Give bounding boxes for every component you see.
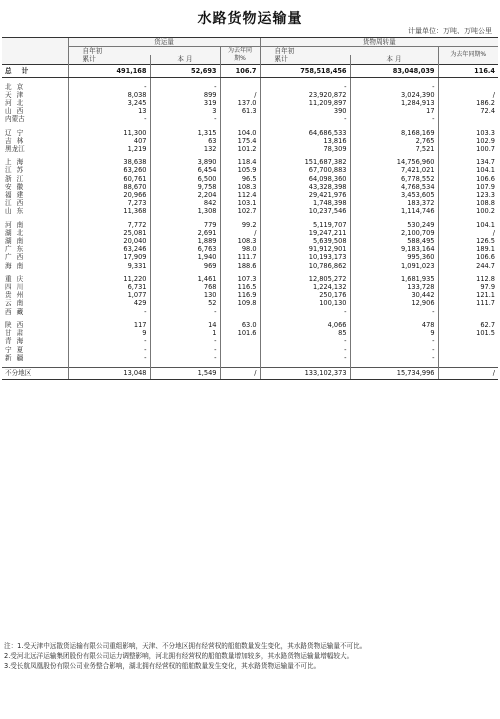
freight-yoy: 101.2 [220, 145, 260, 153]
freight-yoy: 102.7 [220, 207, 260, 215]
freight-month: 319 [150, 99, 220, 107]
freight-month: 2,691 [150, 229, 220, 237]
region-name: 辽宁 [5, 128, 29, 137]
region-name: 江苏 [5, 166, 29, 175]
turnover-cumulative: - [260, 346, 350, 354]
turnover-cumulative: 390 [260, 107, 350, 115]
turnover-yoy: 104.1 [438, 166, 498, 174]
freight-month: 1,315 [150, 129, 220, 137]
turnover-month: 7,421,021 [350, 166, 438, 174]
freight-cumulative: 3,245 [68, 99, 150, 107]
turnover-month: 1,091,023 [350, 262, 438, 270]
freight-cumulative: 1,077 [68, 291, 150, 299]
region-name: 湖南 [5, 237, 29, 246]
freight-cumulative: 20,040 [68, 237, 150, 245]
table-row [2, 299, 498, 307]
table-row [2, 207, 498, 215]
page-title: 水路货物运输量 [197, 11, 303, 27]
turnover-month: 9 [350, 329, 438, 337]
turnover-month: 1,681,935 [350, 275, 438, 283]
table-row [2, 99, 498, 107]
footnote: 注：1.受天津中远散货运输有限公司重组影响，天津、不分地区拥有经营权的船舶数量发生变化，其水路货物运输量不可比。 [4, 642, 367, 650]
turnover-month: 30,442 [350, 291, 438, 299]
turnover-month: 3,453,605 [350, 191, 438, 199]
turnover-month: 1,114,746 [350, 207, 438, 215]
region-name: 贵州 [5, 291, 29, 300]
turnover-month: 15,734,996 [350, 367, 438, 379]
turnover-yoy [438, 354, 498, 362]
freight-cumulative: 88,670 [68, 183, 150, 191]
freight-yoy: / [220, 367, 260, 379]
turnover-header: 货物周转量 [260, 38, 498, 47]
table-row [2, 129, 498, 137]
region-name: 总计 [2, 64, 68, 77]
turnover-month: 7,521 [350, 145, 438, 153]
region-name: 江西 [5, 199, 29, 208]
turnover-cumulative: 1,748,398 [260, 199, 350, 207]
freight-yoy: 188.6 [220, 262, 260, 270]
turnover-yoy: 121.1 [438, 291, 498, 299]
freight-yoy: 109.8 [220, 299, 260, 307]
freight-cumulative: - [68, 115, 150, 123]
freight-month: 63 [150, 137, 220, 145]
turnover-cumulative: 64,098,360 [260, 175, 350, 183]
freight-month: 1,461 [150, 275, 220, 283]
region-name: 河南 [5, 220, 29, 229]
region-name: 广东 [5, 245, 29, 254]
region-name: 湖北 [5, 228, 29, 237]
turnover-month: 133,728 [350, 283, 438, 291]
region-name: 山东 [5, 207, 29, 216]
turnover-month: 17 [350, 107, 438, 115]
freight-month: 52 [150, 299, 220, 307]
turnover-yoy [438, 337, 498, 345]
freight-yoy: 111.7 [220, 253, 260, 261]
freight-cumulative: 63,260 [68, 166, 150, 174]
freight-yoy: 61.3 [220, 107, 260, 115]
turnover-month: 183,372 [350, 199, 438, 207]
freight-cumulative: 9 [68, 329, 150, 337]
table-row [2, 107, 498, 115]
turnover-yoy: 107.9 [438, 183, 498, 191]
freight-cumulative: 407 [68, 137, 150, 145]
table-row [2, 275, 498, 283]
turnover-month: - [350, 337, 438, 345]
turnover-yoy: / [438, 229, 498, 237]
turnover-cumulative: 758,518,456 [260, 64, 350, 77]
turnover-cumulative-header: 累计 [260, 55, 350, 64]
turnover-yoy: 111.7 [438, 299, 498, 307]
freight-month: 3 [150, 107, 220, 115]
turnover-yoy: 101.5 [438, 329, 498, 337]
turnover-cumulative: - [260, 337, 350, 345]
freight-yoy: 112.4 [220, 191, 260, 199]
freight-cumulative: 6,731 [68, 283, 150, 291]
freight-yoy [220, 354, 260, 362]
freight-cumulative: 117 [68, 321, 150, 329]
turnover-yoy: 106.6 [438, 253, 498, 261]
turnover-month: - [350, 346, 438, 354]
turnover-month: 8,168,169 [350, 129, 438, 137]
freight-yoy: 118.4 [220, 158, 260, 166]
turnover-cumulative: 11,209,897 [260, 99, 350, 107]
turnover-cumulative: 4,066 [260, 321, 350, 329]
freight-yoy: 116.5 [220, 283, 260, 291]
freight-cumulative: 11,368 [68, 207, 150, 215]
freight-cumulative: - [68, 83, 150, 91]
table-row [2, 229, 498, 237]
turnover-cumulative: 64,686,533 [260, 129, 350, 137]
turnover-yoy [438, 308, 498, 316]
freight-cumulative: 38,638 [68, 158, 150, 166]
turnover-yoy [438, 83, 498, 91]
table-row [2, 337, 498, 345]
region-name: 上海 [5, 158, 29, 167]
table-row [2, 158, 498, 166]
freight-cumulative: 20,966 [68, 191, 150, 199]
turnover-yoy: 112.8 [438, 275, 498, 283]
turnover-cumulative: 29,421,976 [260, 191, 350, 199]
freight-cumulative: 8,038 [68, 91, 150, 99]
freight-cumulative-header: 累计 [68, 55, 150, 64]
turnover-cumulative: 85 [260, 329, 350, 337]
table-row [2, 166, 498, 174]
turnover-month: 14,756,960 [350, 158, 438, 166]
region-name: 安徽 [5, 182, 29, 191]
freight-yoy: 105.9 [220, 166, 260, 174]
turnover-yoy: 123.3 [438, 191, 498, 199]
turnover-yoy: 106.6 [438, 175, 498, 183]
freight-yoy: 108.3 [220, 183, 260, 191]
table-row [2, 199, 498, 207]
turnover-month: 2,765 [350, 137, 438, 145]
freight-month: 1,549 [150, 367, 220, 379]
turnover-cumulative: 5,639,508 [260, 237, 350, 245]
turnover-cumulative: 43,328,398 [260, 183, 350, 191]
freight-month: 9,758 [150, 183, 220, 191]
turnover-month: 995,360 [350, 253, 438, 261]
turnover-yoy-header: 为去年同期% [438, 47, 498, 64]
freight-yoy: / [220, 91, 260, 99]
turnover-yoy: / [438, 367, 498, 379]
freight-month: 1 [150, 329, 220, 337]
turnover-yoy: / [438, 91, 498, 99]
table-row [2, 291, 498, 299]
freight-cumulative: - [68, 354, 150, 362]
turnover-cumulative: - [260, 354, 350, 362]
turnover-month: 9,183,164 [350, 245, 438, 253]
region-name: 云南 [5, 299, 29, 308]
freight-month: 899 [150, 91, 220, 99]
freight-yoy: 99.2 [220, 221, 260, 229]
turnover-cumulative: 78,309 [260, 145, 350, 153]
turnover-yoy: 102.9 [438, 137, 498, 145]
freight-cumulative: 11,220 [68, 275, 150, 283]
freight-yoy: 96.5 [220, 175, 260, 183]
freight-month: 768 [150, 283, 220, 291]
unassigned-row [2, 367, 498, 379]
turnover-cumulative: 1,224,132 [260, 283, 350, 291]
turnover-yoy: 72.4 [438, 107, 498, 115]
turnover-yoy: 100.2 [438, 207, 498, 215]
region-name: 内蒙古 [5, 115, 25, 124]
region-name: 天津 [5, 90, 29, 99]
turnover-month: 530,249 [350, 221, 438, 229]
freight-cumulative: 1,219 [68, 145, 150, 153]
turnover-month: 3,024,390 [350, 91, 438, 99]
table-row [2, 253, 498, 261]
freight-month-header: 本 月 [150, 55, 220, 64]
freight-month: - [150, 83, 220, 91]
freight-month: 6,763 [150, 245, 220, 253]
turnover-yoy: 126.5 [438, 237, 498, 245]
freight-yoy: 98.0 [220, 245, 260, 253]
freight-since-start: 自年初 [68, 47, 220, 56]
table-row [2, 308, 498, 316]
freight-yoy [220, 83, 260, 91]
freight-yoy: 63.0 [220, 321, 260, 329]
region-name: 福建 [5, 191, 29, 200]
freight-cumulative: - [68, 346, 150, 354]
freight-yoy [220, 115, 260, 123]
freight-month: 779 [150, 221, 220, 229]
turnover-yoy: 103.3 [438, 129, 498, 137]
freight-cumulative: 7,273 [68, 199, 150, 207]
turnover-cumulative: 12,805,272 [260, 275, 350, 283]
freight-month: - [150, 354, 220, 362]
table-row [2, 137, 498, 145]
turnover-cumulative: 10,193,173 [260, 253, 350, 261]
table-row [2, 283, 498, 291]
turnover-cumulative: 10,237,546 [260, 207, 350, 215]
table-row [2, 262, 498, 270]
turnover-cumulative: 5,119,707 [260, 221, 350, 229]
freight-cumulative: 429 [68, 299, 150, 307]
table-row [2, 346, 498, 354]
table-row [2, 183, 498, 191]
region-name: 广西 [5, 253, 29, 262]
freight-month: 2,204 [150, 191, 220, 199]
turnover-cumulative: - [260, 308, 350, 316]
turnover-cumulative: 10,786,862 [260, 262, 350, 270]
freight-month: 14 [150, 321, 220, 329]
turnover-month: - [350, 308, 438, 316]
freight-yoy: 104.0 [220, 129, 260, 137]
freight-cumulative: 7,772 [68, 221, 150, 229]
table-row [2, 191, 498, 199]
turnover-cumulative: 250,176 [260, 291, 350, 299]
table-row [2, 145, 498, 153]
region-name: 甘肃 [5, 329, 29, 338]
turnover-yoy [438, 115, 498, 123]
unit-label: 计量单位：万吨、万吨公里 [408, 27, 492, 35]
region-name: 青海 [5, 337, 29, 346]
turnover-month: 2,100,709 [350, 229, 438, 237]
turnover-cumulative: 23,920,872 [260, 91, 350, 99]
freight-yoy: 108.3 [220, 237, 260, 245]
freight-yoy: 137.0 [220, 99, 260, 107]
freight-month: 52,693 [150, 64, 220, 77]
region-name: 海南 [5, 261, 29, 270]
freight-month: 6,500 [150, 175, 220, 183]
turnover-month: 588,495 [350, 237, 438, 245]
turnover-month: - [350, 354, 438, 362]
freight-yoy: 106.7 [220, 64, 260, 77]
turnover-cumulative: 13,816 [260, 137, 350, 145]
freight-cumulative: - [68, 337, 150, 345]
turnover-yoy: 62.7 [438, 321, 498, 329]
freight-cumulative: 17,909 [68, 253, 150, 261]
turnover-cumulative: 100,130 [260, 299, 350, 307]
turnover-month: 1,284,913 [350, 99, 438, 107]
turnover-yoy: 186.2 [438, 99, 498, 107]
freight-yoy [220, 346, 260, 354]
table-row [2, 354, 498, 362]
region-name: 黑龙江 [5, 145, 25, 154]
turnover-yoy: 116.4 [438, 64, 498, 77]
total-row [2, 64, 498, 77]
footnote: 2.受河北远洋运输集团股份有限公司运力调整影响，河北拥有经营权的船舶数量增加较多，其水路货物运输量增幅较大。 [4, 652, 354, 660]
table-row [2, 245, 498, 253]
region-name: 北京 [5, 82, 29, 91]
freight-yoy: 175.4 [220, 137, 260, 145]
freight-cumulative: 13,048 [68, 367, 150, 379]
turnover-yoy [438, 346, 498, 354]
table-row [2, 221, 498, 229]
freight-header: 货运量 [68, 38, 260, 47]
freight-month: 1,308 [150, 207, 220, 215]
table-row [2, 91, 498, 99]
freight-table [2, 37, 498, 380]
freight-yoy: 101.6 [220, 329, 260, 337]
freight-cumulative: 60,761 [68, 175, 150, 183]
freight-month: 3,890 [150, 158, 220, 166]
freight-yoy-header: 为去年同期% [220, 47, 260, 64]
table-row [2, 321, 498, 329]
turnover-yoy: 104.1 [438, 221, 498, 229]
freight-month: 130 [150, 291, 220, 299]
table-row [2, 83, 498, 91]
region-name: 浙江 [5, 174, 29, 183]
region-name: 四川 [5, 283, 29, 292]
region-name: 新疆 [5, 353, 29, 362]
freight-yoy: 116.9 [220, 291, 260, 299]
freight-yoy [220, 308, 260, 316]
freight-cumulative: 13 [68, 107, 150, 115]
freight-month: 1,889 [150, 237, 220, 245]
turnover-month: 6,778,552 [350, 175, 438, 183]
turnover-month-header: 本 月 [350, 55, 438, 64]
turnover-month: 478 [350, 321, 438, 329]
freight-month: 6,454 [150, 166, 220, 174]
region-name: 重庆 [5, 274, 29, 283]
turnover-cumulative: - [260, 115, 350, 123]
region-name: 宁夏 [5, 345, 29, 354]
turnover-since-start: 自年初 [260, 47, 438, 56]
turnover-cumulative: 67,700,883 [260, 166, 350, 174]
freight-month: - [150, 115, 220, 123]
turnover-month: 83,048,039 [350, 64, 438, 77]
freight-cumulative: 9,331 [68, 262, 150, 270]
freight-yoy: 107.3 [220, 275, 260, 283]
freight-month: - [150, 308, 220, 316]
freight-cumulative: 11,300 [68, 129, 150, 137]
freight-cumulative: 25,081 [68, 229, 150, 237]
turnover-month: 4,768,534 [350, 183, 438, 191]
freight-yoy [220, 337, 260, 345]
table-row [2, 237, 498, 245]
region-name: 吉林 [5, 136, 29, 145]
table-row [2, 175, 498, 183]
freight-month: - [150, 346, 220, 354]
region-header [2, 38, 68, 65]
turnover-month: 12,906 [350, 299, 438, 307]
freight-month: 132 [150, 145, 220, 153]
region-name: 陕西 [5, 320, 29, 329]
turnover-yoy: 134.7 [438, 158, 498, 166]
freight-yoy: 103.1 [220, 199, 260, 207]
freight-month: 969 [150, 262, 220, 270]
turnover-yoy: 108.8 [438, 199, 498, 207]
footnote: 3.受长航凤凰股份有限公司业务整合影响，湖北拥有经营权的船舶数量发生变化，其水路货物运输量不可比。 [4, 662, 321, 670]
freight-yoy: / [220, 229, 260, 237]
turnover-yoy: 189.1 [438, 245, 498, 253]
region-name: 山西 [5, 107, 29, 116]
turnover-cumulative: 19,247,211 [260, 229, 350, 237]
turnover-yoy: 244.7 [438, 262, 498, 270]
footnotes [4, 641, 496, 671]
turnover-cumulative: 151,687,382 [260, 158, 350, 166]
turnover-month: - [350, 115, 438, 123]
region-name: 河北 [5, 99, 29, 108]
turnover-month: - [350, 83, 438, 91]
table-row [2, 329, 498, 337]
freight-month: - [150, 337, 220, 345]
turnover-cumulative: 133,102,373 [260, 367, 350, 379]
freight-cumulative: - [68, 308, 150, 316]
table-row [2, 115, 498, 123]
turnover-yoy: 97.9 [438, 283, 498, 291]
header-row-2 [2, 47, 498, 56]
region-name: 不分地区 [2, 367, 68, 379]
turnover-cumulative: 91,912,901 [260, 245, 350, 253]
turnover-cumulative: - [260, 83, 350, 91]
freight-month: 842 [150, 199, 220, 207]
header-row-1 [2, 38, 498, 47]
freight-cumulative: 491,168 [68, 64, 150, 77]
freight-cumulative: 63,246 [68, 245, 150, 253]
freight-month: 1,940 [150, 253, 220, 261]
turnover-yoy: 100.7 [438, 145, 498, 153]
region-name: 西藏 [5, 307, 29, 316]
